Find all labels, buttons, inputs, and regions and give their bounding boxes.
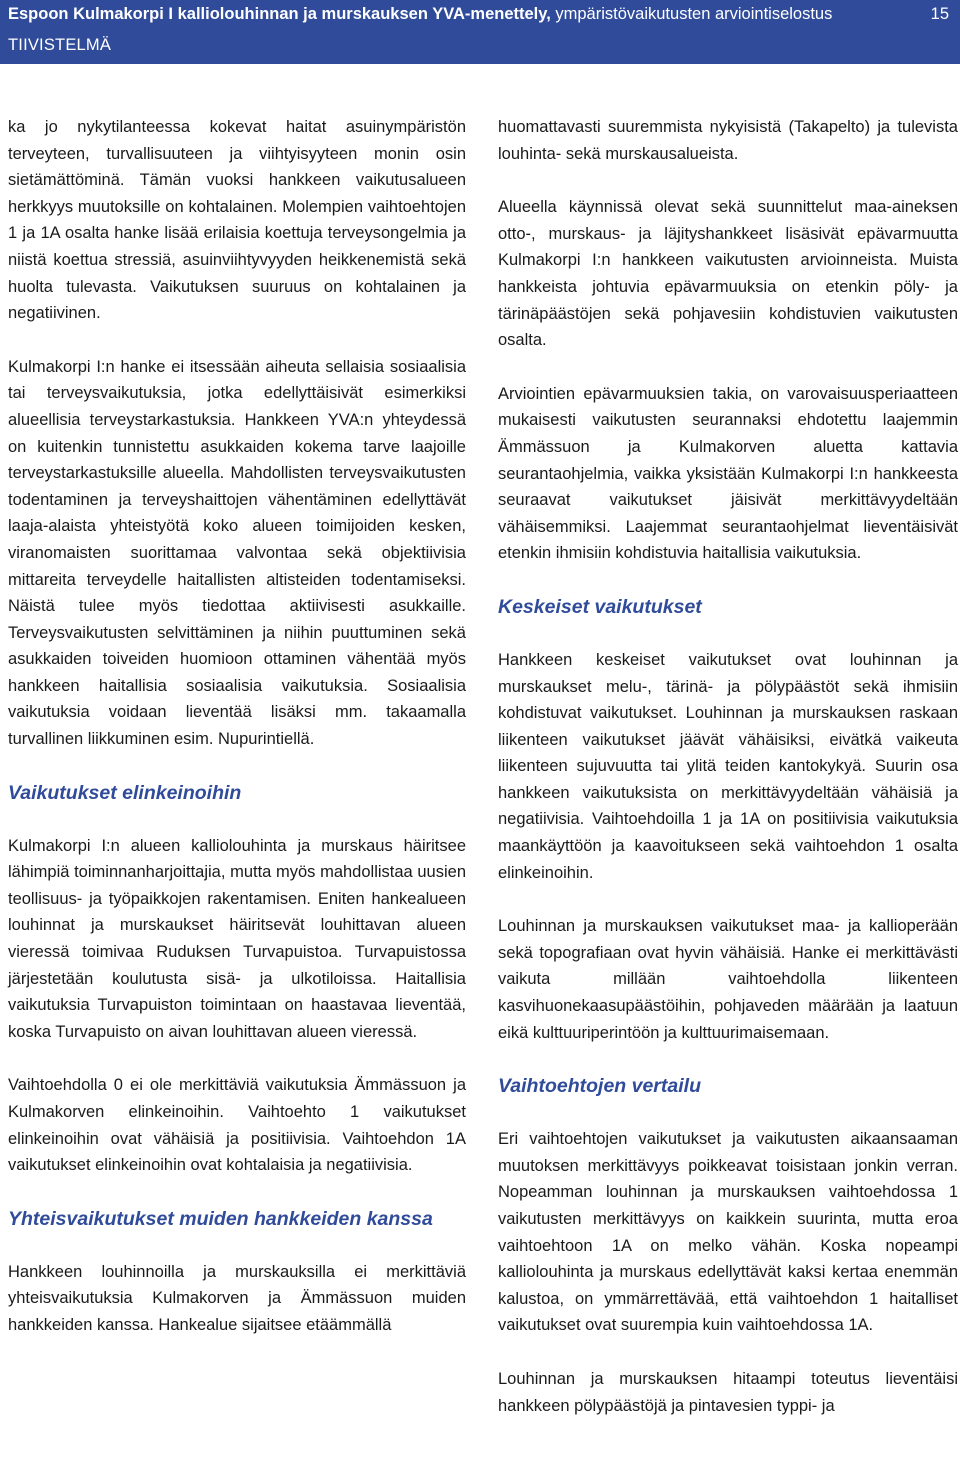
heading-key-impacts: Keskeiset vaikutukset	[498, 595, 702, 618]
paragraph-cumulative-continued: huomattavasti suuremmista nykyisistä (Takapelto) ja tulevista louhinta- sekä murskausalueista.	[498, 118, 958, 163]
paragraph-health-sensitivity: ka jo nykytilanteessa kokevat haitat asuinympäristön terveyteen, turvallisuuteen ja viihtyisyyteen monin osin sietämättöminä. Tämän vuoksi hankkeen vaikutusalueen herkkyys muutoksille on kohtalainen. Molempien vaihtoehtojen 1 ja 1A osalta hanke lisää erilaisia koettuja terveysongelmia ja niistä koettua stressiä, asuinviihtyvyyden heikkenemistä sekä huolta tulevasta. Vaikutuksen suuruus on kohtalainen ja negatiivinen.	[8, 118, 466, 323]
heading-business-impacts: Vaikutukset elinkeinoihin	[8, 781, 242, 804]
document-title-suffix: ympäristövaikutusten arviointiselostus	[555, 5, 833, 23]
paragraph-soil-impacts: Louhinnan ja murskauksen vaikutukset maa- ja kallioperään sekä topografiaan ovat hyvin vähäisiä. Hanke ei merkittävästi vaikuta millään vaihtoehdolla liikenteen kasvihuonekaasupäästöihin, pohjaveden määrään ja laatuun eikä kulttuuriperintöön ja kulttuurimaisemaan.	[498, 917, 958, 1042]
heading-cumulative-impacts: Yhteisvaikutukset muiden hankkeiden kanssa	[8, 1207, 433, 1230]
paragraph-key-impacts: Hankkeen keskeiset vaikutukset ovat louhinnan ja murskaukset melu-, tärinä- ja pölypäästöt sekä ihmisiin kohdistuvat vaikutukset. Louhinnan ja murskauksen raskaan liikenteen vaikutukset jäävät vähäisiksi, eivätkä vaikeuta liikenteen sujuvuutta tai ylitä teiden kantokykyä. Suurin osa hankkeen vaikutuksista on merkittävyydeltään vähäisiä ja negatiivisia. Vaihtoehdoilla 1 ja 1A on positiivisia vaikutuksia maankäyttöön ja kaavoitukseen sekä vaihtoehdon 1 osalta elinkeinoihin.	[498, 650, 958, 882]
right-column	[498, 114, 958, 1446]
document-title-main: Espoon Kulmakorpi I kalliolouhinnan ja murskauksen YVA-menettely,	[8, 5, 551, 23]
paragraph-business-disturbance: Kulmakorpi I:n alueen kalliolouhinta ja murskaus häiritsee lähimpiä toiminnanharjoittajia, mutta myös mahdollistaa uusien teollisuus- ja työpaikkojen rakentamisen. Eniten hankealueen louhinnat ja murskaukset häiritsevät louhittavan alueen vieressä toimivaa Ruduksen Turvapuistoa. Turvapuistossa järjestetään koulutusta sisä- ja ulkotiloissa. Haitallisia vaikutuksia Turvapuiston toimintaan on haastavaa lieventää, koska Turvapuisto on aivan louhittavan alueen vieressä.	[8, 836, 466, 1041]
page-number: 15	[930, 5, 949, 23]
document-title	[8, 4, 832, 24]
page-header	[0, 0, 960, 64]
left-column	[8, 114, 466, 1366]
paragraph-comparison: Eri vaihtoehtojen vaikutukset ja vaikutusten aikaansaaman muutoksen merkittävyys poikkeavat toisistaan jonkin verran. Nopeamman louhinnan ja murskauksen vaihtoehdossa 1 vaikutusten merkittävyys on kaikkein suurinta, mutta eroa vaihtoehtoon 1A on melko vähän. Koska nopeampi kalliolouhinta ja murskaus edellyttävät kaksi kertaa enemmän kalustoa, on ymmärrettävää, että vaihtoehdon 1 haitalliset vaikutukset ovat suurempia kuin vaihtoehdossa 1A.	[498, 1130, 958, 1335]
paragraph-health-checks: Kulmakorpi I:n hanke ei itsessään aiheuta sellaisia sosiaalisia tai terveysvaikutuksia, jotka edellyttäisivät esimerkiksi alueellisia terveystarkastuksia. Hankkeen YVA:n yhteydessä on kuitenkin tunnistettu asukkaiden kokema tarve laajoille terveystarkastuksille alueella. Mahdollisten terveysvaikutusten todentaminen ja terveyshaittojen vähentäminen edellyttävät laaja-alaista yhteistyötä koko alueen toimijoiden kesken, viranomaisten suorittamaa valvontaa sekä objektiivisia mittareita terveydelle haitallisten altisteiden todentamiseksi. Näistä tulee myös tiedottaa aktiivisesti asukkaille. Terveysvaikutusten selvittäminen ja niihin puuttuminen sekä asukkaiden toiveiden huomioon ottaminen vähentää myös hankkeen haitallisia sosiaalisia vaikutuksia. Sosiaalisia vaikutuksia voidaan lieventää lisäksi mm. takaamalla turvallinen liikkuminen esim. Nupurintiellä.	[8, 357, 466, 749]
paragraph-business-alternatives: Vaihtoehdolla 0 ei ole merkittäviä vaikutuksia Ämmässuon ja Kulmakorven elinkeinoihin. Vaihtoehto 1 vaikutukset elinkeinoihin ovat vähäisiä ja positiivisia. Vaihtoehdon 1A vaikutukset elinkeinoihin ovat kohtalaisia ja negatiivisia.	[8, 1076, 466, 1175]
paragraph-monitoring: Arviointien epävarmuuksien takia, on varovaisuusperiaatteen mukaisesti vaikutusten seurannaksi ehdotettu laajemmin Ämmässuon ja Kulmakorven aluetta kattavia seurantaohjelmia, vaikka yksistään Kulmakorpi I:n hankkeesta seuraavat vaikutukset jäisivät merkittävyydeltään vähäisemmiksi. Laajemmat seurantaohjelmat lieventäisivät etenkin ihmisiin kohdistuvia haitallisia vaikutuksia.	[498, 384, 958, 563]
heading-alternatives-comparison: Vaihtoehtojen vertailu	[498, 1075, 701, 1098]
paragraph-slower-execution: Louhinnan ja murskauksen hitaampi toteutus lieventäisi hankkeen pölypäästöjä ja pintavesien typpi- ja	[498, 1369, 958, 1415]
paragraph-uncertainty: Alueella käynnissä olevat sekä suunnittelut maa-aineksen otto-, murskaus- ja läjityshankkeet lisäsivät epävarmuutta Kulmakorpi I:n hankkeen vaikutusten arvioinneista. Muista hankkeista johtuvia epävarmuuksia on etenkin pöly- ja tärinäpäästöjen sekä pohjavesiin kohdistuvien vaikutusten osalta.	[498, 198, 958, 350]
section-label: TIIVISTELMÄ	[8, 36, 112, 54]
paragraph-cumulative: Hankkeen louhinnoilla ja murskauksilla ei merkittäviä yhteisvaikutuksia Kulmakorven ja Ämmässuon muiden hankkeiden kanssa. Hankealue sijaitsee etäämmällä	[8, 1262, 466, 1334]
